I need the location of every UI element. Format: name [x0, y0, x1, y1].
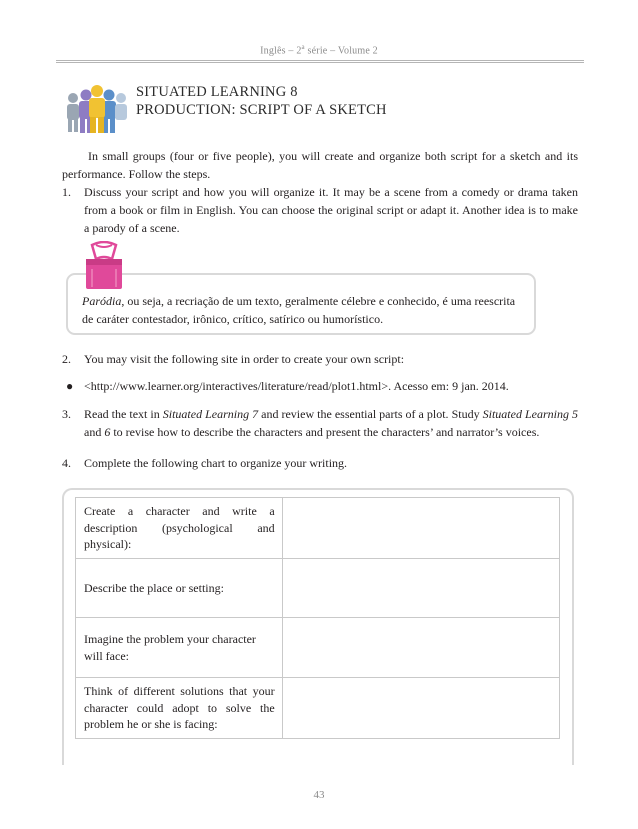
chart-answer-cell[interactable] — [282, 498, 559, 559]
section-title — [136, 83, 387, 119]
step-2 — [62, 350, 578, 368]
link-bullet — [62, 377, 578, 395]
chart-prompt: Think of different solutions that your character could adopt to solve the problem he or she is facing: — [76, 678, 283, 739]
step-1 — [62, 183, 578, 237]
chart-answer-cell[interactable] — [282, 618, 559, 678]
step-text: Complete the following chart to organize your writing. — [84, 456, 348, 470]
table-row — [76, 678, 560, 739]
step-text: Read the text in Situated Learning 7 and review the essential parts of a plot. Study Situated Learning 5 and 6 to revise how to describe the characters and present the characters’ and narrator’s voices. — [84, 407, 578, 439]
running-header: Inglês – 2$^a$ série – Volume 2 — [260, 43, 378, 57]
step-4 — [62, 454, 578, 472]
table-row — [76, 618, 560, 678]
step-text: Discuss your script and how you will organize it. It may be a scene from a comedy or drama taken from a book or film in English. You can choose the original script or adapt it. Another idea is to make a parody of a scene. — [84, 185, 578, 235]
table-row — [76, 559, 560, 618]
step-number: 3. — [62, 407, 71, 421]
step-number: 2. — [62, 352, 71, 366]
group-people-icon — [62, 84, 132, 134]
note-text — [82, 292, 522, 328]
step-number: 1. — [62, 185, 71, 199]
bullet-dot: ● — [66, 379, 74, 393]
header-rule — [56, 60, 584, 64]
chart-answer-cell[interactable] — [282, 678, 559, 739]
writing-chart — [75, 497, 560, 739]
step-text: You may visit the following site in order to create your own script: — [84, 352, 405, 366]
note-term: Paródia — [82, 294, 122, 308]
site-link[interactable]: <http://www.learner.org/interactives/literature/read/plot1.html>. Acesso em: 9 jan. 2014. — [84, 379, 509, 393]
chart-answer-cell[interactable] — [282, 559, 559, 618]
chart-prompt: Describe the place or setting: — [76, 559, 283, 618]
section-title-line2: PRODUCTION: SCRIPT OF A SKETCH — [136, 102, 387, 118]
table-row — [76, 498, 560, 559]
page-number: 43 — [313, 789, 325, 801]
note-rest: , ou seja, a recriação de um texto, geralmente célebre e conhecido, é uma reescrita de caráter contestador, irônico, crítico, satírico ou humorístico. — [82, 294, 516, 326]
section-title-line1: SITUATED LEARNING 8 — [136, 84, 298, 100]
intro-paragraph: In small groups (four or five people), you will create and organize both script for a sketch and its performance. Follow the steps. — [62, 149, 578, 181]
step-3 — [62, 405, 578, 441]
chart-prompt: Imagine the problem your character will face: — [76, 618, 283, 678]
paper-clip-icon — [82, 241, 126, 293]
step-number: 4. — [62, 456, 71, 470]
chart-prompt: Create a character and write a description (psychological and physical): — [76, 498, 283, 559]
